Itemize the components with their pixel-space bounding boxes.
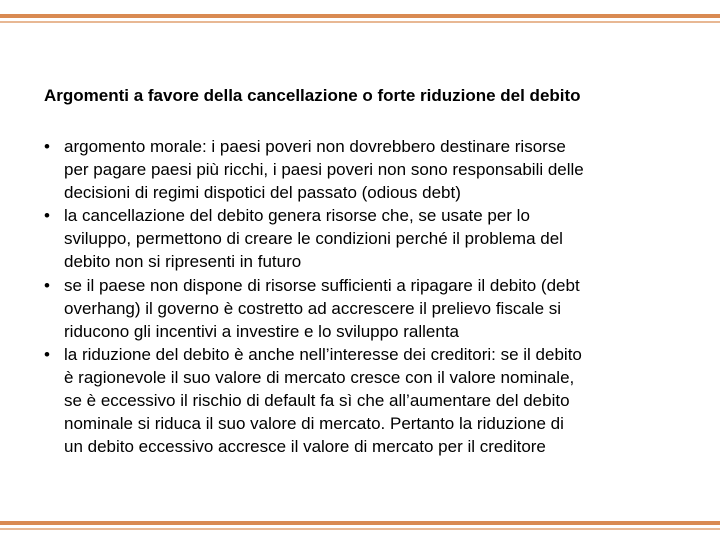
bottom-accent-rule-thin <box>0 528 720 530</box>
bullet-item-debt-overhang <box>44 274 684 343</box>
bullet-item-moral-argument <box>44 135 684 204</box>
bottom-accent-rule <box>0 521 720 525</box>
bullet-point-icon: • <box>44 206 50 226</box>
bullet-line: nominale si riduca il suo valore di mercato. Pertanto la riduzione di <box>64 414 564 434</box>
bullet-line: debito non si ripresenti in futuro <box>64 252 302 272</box>
slide-heading: Argomenti a favore della cancellazione o forte riduzione del debito <box>44 86 581 105</box>
bullet-line: sviluppo, permettono di creare le condizioni perché il problema del <box>64 229 563 249</box>
bullet-line: riducono gli incentivi a investire e lo sviluppo rallenta <box>64 321 459 341</box>
bullet-list <box>44 135 684 458</box>
bullet-line: argomento morale: i paesi poveri non dovrebbero destinare risorse <box>64 137 566 156</box>
bullet-point-icon: • <box>44 137 50 156</box>
bullet-line: un debito eccessivo accresce il valore di mercato per il creditore <box>64 437 546 457</box>
bullet-line: la riduzione del debito è anche nell’interesse dei creditori: se il debito <box>64 344 582 364</box>
bullet-line: se è eccessivo il rischio di default fa sì che all’aumentare del debito <box>64 391 570 411</box>
bullet-line: se il paese non dispone di risorse sufficienti a ripagare il debito (debt <box>64 275 580 295</box>
bullet-line: decisioni di regimi dispotici del passato (odious debt) <box>64 183 461 203</box>
bullet-item-creditor-interest <box>44 343 684 458</box>
bullet-line: è ragionevole il suo valore di mercato cresce con il valore nominale, <box>64 367 575 387</box>
top-accent-rule-thin <box>0 21 720 23</box>
top-accent-rule <box>0 14 720 18</box>
bullet-line: per pagare paesi più ricchi, i paesi poveri non sono responsabili delle <box>64 160 584 180</box>
bullet-item-development-resources <box>44 204 684 273</box>
bullet-line: la cancellazione del debito genera risorse che, se usate per lo <box>64 206 530 226</box>
bullet-point-icon: • <box>44 344 50 364</box>
bullet-point-icon: • <box>44 275 50 295</box>
bullet-line: overhang) il governo è costretto ad accrescere il prelievo fiscale si <box>64 298 562 318</box>
